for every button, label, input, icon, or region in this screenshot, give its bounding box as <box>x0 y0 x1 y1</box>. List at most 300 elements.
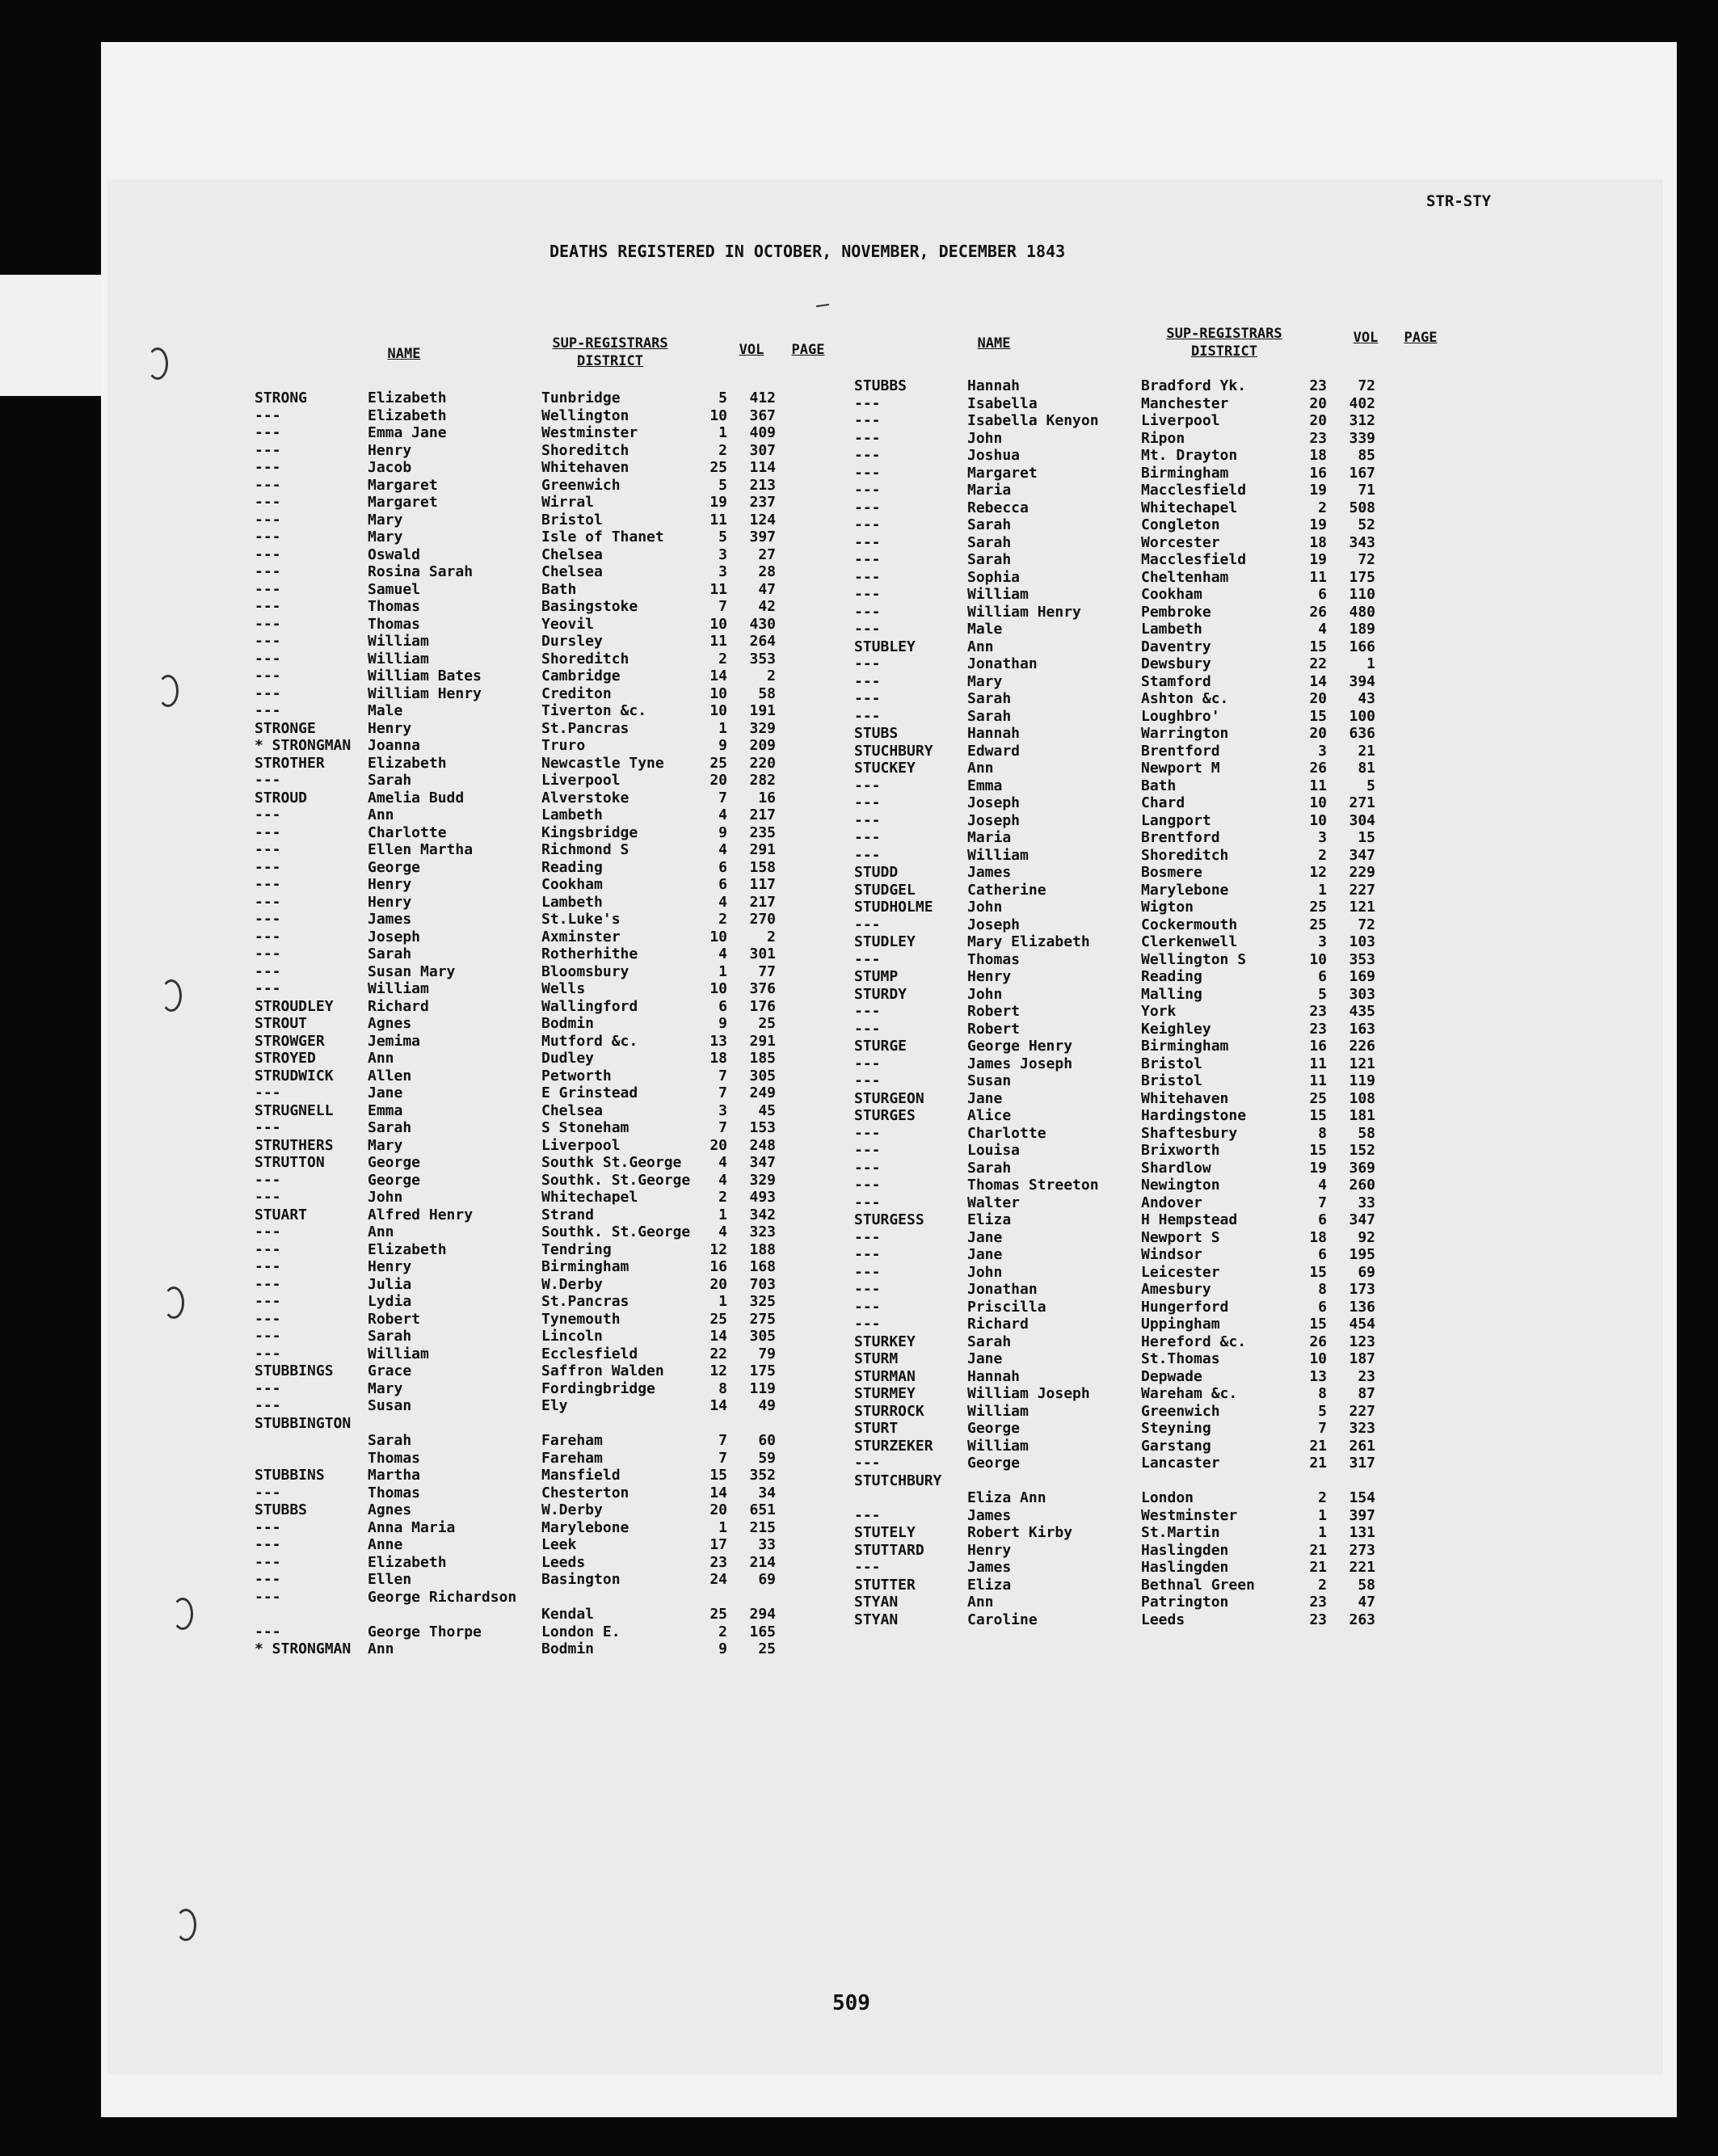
entry-district: Ashton &c. <box>1141 690 1229 707</box>
entry-surname: STRONGE <box>255 719 316 737</box>
entry-surname: STROTHER <box>255 754 325 772</box>
entry-forename: Caroline <box>967 1611 1038 1628</box>
entry-surname: --- <box>854 586 881 603</box>
entry-page: 312 <box>1349 412 1375 429</box>
entry-page: 353 <box>1349 950 1375 968</box>
entry-volume: 18 <box>710 1050 727 1067</box>
entry-forename: Catherine <box>967 881 1046 899</box>
entry-page: 85 <box>1358 447 1375 464</box>
entry-page: 175 <box>1349 568 1375 586</box>
entry-surname: --- <box>854 516 881 533</box>
entry-volume: 8 <box>718 1379 727 1397</box>
entry-forename: Robert <box>967 1020 1021 1038</box>
entry-district: Newport S <box>1141 1228 1220 1246</box>
entry-forename: Allen <box>368 1067 412 1084</box>
entry-page: 124 <box>749 511 776 528</box>
entry-surname: --- <box>854 1003 881 1020</box>
entry-district: St.Martin <box>1141 1524 1220 1541</box>
entry-volume: 7 <box>718 1067 727 1084</box>
entry-forename: Jane <box>368 1084 403 1101</box>
entry-district: Wirral <box>541 494 595 511</box>
entry-volume: 3 <box>1318 829 1327 846</box>
entry-volume: 4 <box>718 806 727 823</box>
entry-forename: Joseph <box>368 928 421 945</box>
entry-forename: Rebecca <box>967 499 1029 516</box>
col-header-vol: VOL <box>1353 330 1379 346</box>
entry-page: 339 <box>1349 429 1375 447</box>
entry-volume: 22 <box>710 1345 727 1362</box>
entry-forename: Mary <box>368 511 403 528</box>
entry-forename: Elizabeth <box>368 390 447 406</box>
entry-page: 221 <box>1349 1559 1375 1576</box>
entry-volume: 1 <box>1318 1524 1327 1541</box>
entry-page: 304 <box>1349 811 1375 829</box>
entry-volume: 26 <box>1309 1333 1327 1350</box>
entry-district: Fordingbridge <box>541 1379 655 1397</box>
entry-forename: Susan <box>368 1397 412 1414</box>
entry-district: Southk. St.George <box>541 1171 691 1189</box>
entry-forename: Ann <box>368 1223 394 1240</box>
col-header-district-line1: SUP-REGISTRARS <box>1166 326 1282 342</box>
entry-forename: James Joseph <box>967 1055 1073 1072</box>
entry-surname: --- <box>854 846 881 864</box>
entry-forename: Mary <box>368 1136 403 1154</box>
entry-page: 636 <box>1349 725 1375 742</box>
entry-volume: 8 <box>1318 1385 1327 1402</box>
entry-district: Macclesfield <box>1141 482 1247 499</box>
entry-page: 168 <box>749 1258 776 1275</box>
entry-district: Bath <box>541 580 577 598</box>
entry-district: Cookham <box>541 876 603 893</box>
entry-page: 237 <box>749 494 776 511</box>
entry-page: 58 <box>758 684 776 702</box>
entry-district: Wareham &c. <box>1141 1385 1238 1402</box>
entry-page: 294 <box>749 1606 776 1623</box>
entry-district: Haslingden <box>1141 1559 1229 1576</box>
entry-forename: Male <box>368 702 403 719</box>
col-header-district-line2: DISTRICT <box>1191 343 1257 360</box>
entry-page: 369 <box>1349 1159 1375 1177</box>
entry-surname: --- <box>854 447 881 464</box>
entry-forename: William <box>368 633 429 650</box>
entry-district: Richmond S <box>541 841 630 858</box>
entry-page: 187 <box>1349 1350 1375 1367</box>
entry-district: Crediton <box>541 684 612 702</box>
entry-district: London <box>1141 1489 1194 1506</box>
entry-surname: --- <box>255 1379 281 1397</box>
entry-district: St.Pancras <box>541 1293 630 1310</box>
entry-district: E Grinstead <box>541 1084 638 1101</box>
entry-forename: Maria <box>967 829 1012 846</box>
entry-district: Chesterton <box>541 1484 630 1501</box>
entry-district: Brentford <box>1141 742 1220 760</box>
entry-forename: John <box>967 985 1003 1003</box>
entry-surname: --- <box>854 1072 881 1089</box>
entry-surname: STUBLEY <box>854 638 916 655</box>
entry-district: Lincoln <box>541 1328 603 1345</box>
entry-district: S Stoneham <box>541 1119 630 1136</box>
entry-district: Shaftesbury <box>1141 1124 1238 1142</box>
entry-forename: Ann <box>368 1640 394 1657</box>
entry-district: Shoreditch <box>1141 846 1229 864</box>
entry-forename: George Thorpe <box>368 1623 482 1640</box>
entry-surname: --- <box>854 811 881 829</box>
entry-volume: 19 <box>1309 551 1327 568</box>
entry-volume: 18 <box>1309 533 1327 551</box>
entry-forename: Hannah <box>967 725 1021 742</box>
entry-volume: 1 <box>718 1518 727 1536</box>
entry-page: 185 <box>749 1050 776 1067</box>
entry-district: Whitechapel <box>1141 499 1238 516</box>
entry-page: 508 <box>1349 499 1375 516</box>
entry-page: 175 <box>749 1362 776 1379</box>
entry-forename: Charlotte <box>967 1124 1046 1142</box>
entry-page: 45 <box>758 1101 776 1119</box>
entry-forename: William <box>368 1345 429 1362</box>
entry-district: Axminster <box>541 928 621 945</box>
entry-page: 394 <box>1349 672 1375 690</box>
entry-forename: Sarah <box>368 945 412 962</box>
entry-volume: 20 <box>1309 690 1327 707</box>
entry-forename: Robert <box>967 1003 1021 1020</box>
entry-volume: 7 <box>1318 1194 1327 1211</box>
entry-forename: William <box>967 1437 1029 1455</box>
entry-volume: 2 <box>1318 846 1327 864</box>
entry-district: Bath <box>1141 777 1177 794</box>
entry-surname: --- <box>854 672 881 690</box>
entry-district: Wellington <box>541 406 630 424</box>
entry-volume: 3 <box>1318 742 1327 760</box>
entry-forename: Rosina Sarah <box>368 563 474 580</box>
entry-forename: Alice <box>967 1107 1012 1124</box>
entry-volume: 14 <box>710 1397 727 1414</box>
entry-forename: Jane <box>967 1228 1003 1246</box>
entry-forename: Charlotte <box>368 823 447 841</box>
entry-forename: William <box>967 586 1029 603</box>
entry-volume: 2 <box>718 650 727 667</box>
entry-page: 1 <box>1366 655 1375 672</box>
entry-surname: --- <box>854 707 881 725</box>
entry-surname: STUDGEL <box>854 881 916 899</box>
entry-surname: --- <box>854 533 881 551</box>
entry-surname: STURROCK <box>854 1402 924 1420</box>
entry-forename: James <box>967 1559 1012 1576</box>
entry-district: Chelsea <box>541 545 603 563</box>
entry-district: Liverpool <box>541 1136 621 1154</box>
col-header-page: PAGE <box>1404 330 1438 346</box>
entry-forename: Mary <box>967 672 1003 690</box>
entry-volume: 11 <box>710 511 727 528</box>
entry-volume: 11 <box>710 633 727 650</box>
entry-volume: 19 <box>1309 1159 1327 1177</box>
entry-surname: --- <box>854 1194 881 1211</box>
entry-volume: 5 <box>1318 985 1327 1003</box>
entry-surname: --- <box>854 916 881 933</box>
entry-surname: STURDY <box>854 985 907 1003</box>
entry-surname: --- <box>854 568 881 586</box>
entry-surname: --- <box>255 494 281 511</box>
entry-district: H Hempstead <box>1141 1211 1238 1228</box>
entry-forename: Ellen <box>368 1571 412 1588</box>
entry-forename: Maria <box>967 482 1012 499</box>
entry-district: Isle of Thanet <box>541 528 664 545</box>
entry-district: Langport <box>1141 811 1211 829</box>
entry-forename: Mary Elizabeth <box>967 933 1090 950</box>
entry-forename: Ann <box>368 1050 394 1067</box>
entry-surname: --- <box>255 962 281 980</box>
entry-page: 220 <box>749 754 776 772</box>
entry-page: 5 <box>1366 777 1375 794</box>
entry-volume: 18 <box>1309 1228 1327 1246</box>
entry-volume: 19 <box>710 494 727 511</box>
entry-district: Basington <box>541 1571 621 1588</box>
entry-page: 188 <box>749 1240 776 1258</box>
entry-surname: STUTELY <box>854 1524 916 1541</box>
entry-page: 69 <box>758 1571 776 1588</box>
entry-forename: Ann <box>967 1594 994 1611</box>
entry-district: Tendring <box>541 1240 612 1258</box>
entry-volume: 25 <box>710 1606 727 1623</box>
entry-forename: Robert <box>368 1310 421 1328</box>
entry-volume: 10 <box>1309 950 1327 968</box>
entry-page: 87 <box>1358 1385 1375 1402</box>
entry-forename: Henry <box>368 719 412 737</box>
entry-surname: --- <box>854 690 881 707</box>
entry-page: 123 <box>1349 1333 1375 1350</box>
entry-volume: 21 <box>1309 1437 1327 1455</box>
entry-volume: 17 <box>710 1536 727 1553</box>
entry-surname: --- <box>854 1559 881 1576</box>
entry-page: 49 <box>758 1397 776 1414</box>
entry-district: Wellington S <box>1141 950 1247 968</box>
entry-surname: --- <box>255 945 281 962</box>
entry-page: 2 <box>767 928 776 945</box>
entry-page: 248 <box>749 1136 776 1154</box>
entry-page: 165 <box>749 1623 776 1640</box>
entry-district: Greenwich <box>1141 1402 1220 1420</box>
entry-district: Cheltenham <box>1141 568 1229 586</box>
entry-forename: Agnes <box>368 1015 412 1032</box>
entry-volume: 9 <box>718 823 727 841</box>
entry-surname: --- <box>255 598 281 615</box>
entry-district: Pembroke <box>1141 603 1211 621</box>
entry-volume: 5 <box>1318 1402 1327 1420</box>
entry-surname: --- <box>255 615 281 633</box>
entry-page: 275 <box>749 1310 776 1328</box>
entry-page: 454 <box>1349 1316 1375 1333</box>
entry-forename: Henry <box>967 968 1012 985</box>
entry-volume: 10 <box>1309 794 1327 811</box>
entry-volume: 16 <box>1309 464 1327 482</box>
entry-district: Alverstoke <box>541 789 630 806</box>
entry-surname: STURGE <box>854 1038 907 1055</box>
entry-volume: 3 <box>718 1101 727 1119</box>
entry-volume: 25 <box>1309 916 1327 933</box>
entry-volume: 23 <box>1309 1594 1327 1611</box>
entry-page: 33 <box>758 1536 776 1553</box>
entry-page: 264 <box>749 633 776 650</box>
entry-forename: Amelia Budd <box>368 789 465 806</box>
entry-surname: --- <box>255 684 281 702</box>
entry-page: 307 <box>749 441 776 459</box>
entry-district: Cookham <box>1141 586 1202 603</box>
entry-page: 282 <box>749 772 776 789</box>
entry-district: Birmingham <box>541 1258 630 1275</box>
entry-surname: STRUTTON <box>255 1154 325 1171</box>
entry-district: Amesbury <box>1141 1281 1211 1298</box>
entry-page: 167 <box>1349 464 1375 482</box>
index-range-code: STR-STY <box>1426 192 1492 210</box>
entry-page: 166 <box>1349 638 1375 655</box>
entry-page: 47 <box>1358 1594 1375 1611</box>
entry-forename: Thomas <box>368 598 421 615</box>
entry-district: Reading <box>1141 968 1202 985</box>
entry-page: 227 <box>1349 1402 1375 1420</box>
entry-forename: William <box>368 980 429 997</box>
entry-district: Leeds <box>541 1553 586 1571</box>
entry-surname: STUTTER <box>854 1576 916 1594</box>
entry-volume: 6 <box>718 876 727 893</box>
entry-district: Bloomsbury <box>541 962 630 980</box>
entry-page: 305 <box>749 1067 776 1084</box>
entry-page: 402 <box>1349 394 1375 412</box>
entry-volume: 23 <box>710 1553 727 1571</box>
entry-district: Mt. Drayton <box>1141 447 1238 464</box>
entry-surname: --- <box>255 772 281 789</box>
entry-district: Newport M <box>1141 760 1220 777</box>
entry-forename: Isabella Kenyon <box>967 412 1099 429</box>
entry-forename: Grace <box>368 1362 412 1379</box>
entry-surname: STURT <box>854 1420 899 1437</box>
entry-forename: Priscilla <box>967 1298 1046 1316</box>
entry-forename: Sarah <box>967 690 1012 707</box>
entry-surname: --- <box>255 1240 281 1258</box>
entry-surname: --- <box>854 1020 881 1038</box>
entry-forename: Mary <box>368 528 403 545</box>
entry-page: 152 <box>1349 1142 1375 1159</box>
entry-forename: Eliza Ann <box>967 1489 1046 1506</box>
entry-volume: 6 <box>718 858 727 876</box>
entry-district: Congleton <box>1141 516 1220 533</box>
entry-forename: Robert Kirby <box>967 1524 1073 1541</box>
entry-surname: --- <box>255 545 281 563</box>
entry-surname: STURMEY <box>854 1385 916 1402</box>
entry-district: Wallingford <box>541 997 638 1015</box>
entry-volume: 16 <box>1309 1038 1327 1055</box>
entry-forename: Margaret <box>368 476 438 494</box>
entry-surname: * STRONGMAN <box>255 737 352 754</box>
entry-volume: 15 <box>1309 1107 1327 1124</box>
entry-district: Clerkenwell <box>1141 933 1238 950</box>
entry-forename: John <box>967 1263 1003 1281</box>
entry-page: 195 <box>1349 1246 1375 1263</box>
entry-surname: --- <box>854 429 881 447</box>
entry-forename: George <box>368 1154 421 1171</box>
entry-surname: --- <box>255 806 281 823</box>
entry-forename: Elizabeth <box>368 406 447 424</box>
entry-forename: Alfred Henry <box>368 1206 474 1223</box>
entry-volume: 12 <box>710 1362 727 1379</box>
entry-volume: 25 <box>710 1310 727 1328</box>
entry-district: Ecclesfield <box>541 1345 638 1362</box>
entry-surname: STUDHOLME <box>854 899 933 916</box>
entry-volume: 21 <box>1309 1559 1327 1576</box>
entry-page: 33 <box>1358 1194 1375 1211</box>
entry-forename: Jonathan <box>967 1281 1038 1298</box>
entry-surname: --- <box>255 1119 281 1136</box>
entry-volume: 2 <box>1318 499 1327 516</box>
entry-district: Dursley <box>541 633 603 650</box>
entry-district: Southk St.George <box>541 1154 682 1171</box>
entry-district: Loughbro' <box>1141 707 1220 725</box>
entry-district: Shoreditch <box>541 441 630 459</box>
entry-volume: 25 <box>710 459 727 476</box>
entry-district: Hardingstone <box>1141 1107 1247 1124</box>
entry-surname: --- <box>255 528 281 545</box>
entry-district: Garstang <box>1141 1437 1211 1455</box>
entry-page: 261 <box>1349 1437 1375 1455</box>
entry-surname: --- <box>854 655 881 672</box>
entry-page: 114 <box>749 459 776 476</box>
entry-page: 301 <box>749 945 776 962</box>
entry-district: Cockermouth <box>1141 916 1238 933</box>
entry-district: Tiverton &c. <box>541 702 647 719</box>
entry-volume: 14 <box>1309 672 1327 690</box>
entry-surname: --- <box>255 911 281 928</box>
entry-surname: --- <box>255 1293 281 1310</box>
entry-volume: 10 <box>1309 1350 1327 1367</box>
entry-district: Andover <box>1141 1194 1202 1211</box>
entry-surname: STUTCHBURY <box>854 1472 942 1489</box>
entry-page: 77 <box>758 962 776 980</box>
entry-volume: 4 <box>718 1154 727 1171</box>
entry-forename: Sarah <box>368 1328 412 1345</box>
entry-forename: Sophia <box>967 568 1021 586</box>
entry-forename: William Henry <box>368 684 482 702</box>
entry-district: Westminster <box>1141 1506 1238 1524</box>
entry-surname: STYAN <box>854 1594 899 1611</box>
entry-surname: STROYED <box>255 1050 316 1067</box>
entry-page: 209 <box>749 737 776 754</box>
entry-district: Ely <box>541 1397 568 1414</box>
entry-district: Uppingham <box>1141 1316 1220 1333</box>
entry-forename: Henry <box>368 893 412 911</box>
entry-page: 110 <box>1349 586 1375 603</box>
entry-forename: William <box>967 1402 1029 1420</box>
entry-surname: --- <box>255 858 281 876</box>
entry-forename: Walter <box>967 1194 1021 1211</box>
entry-surname: --- <box>255 893 281 911</box>
entry-page: 329 <box>749 719 776 737</box>
entry-forename: George Henry <box>967 1038 1073 1055</box>
entry-volume: 4 <box>1318 621 1327 638</box>
entry-district: Newington <box>1141 1177 1220 1194</box>
entry-volume: 18 <box>1309 447 1327 464</box>
entry-district: Lambeth <box>541 806 603 823</box>
entry-page: 158 <box>749 858 776 876</box>
entry-surname: --- <box>854 1506 881 1524</box>
entry-surname: --- <box>255 633 281 650</box>
entry-page: 651 <box>749 1501 776 1518</box>
entry-forename: Sarah <box>967 551 1012 568</box>
entry-surname: --- <box>255 823 281 841</box>
entry-page: 353 <box>749 650 776 667</box>
entry-forename: John <box>967 899 1003 916</box>
entry-surname: --- <box>255 1189 281 1206</box>
entry-surname: STUCKEY <box>854 760 916 777</box>
entry-page: 15 <box>1358 829 1375 846</box>
entry-district: Petworth <box>541 1067 612 1084</box>
